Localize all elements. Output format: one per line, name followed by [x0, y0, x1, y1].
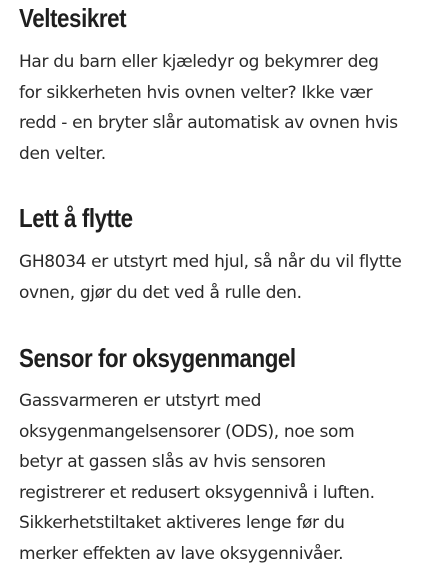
feature-description: Gassvarmeren er utstyrt med oksygenmangelsensorer (ODS), noe som betyr at gassen slås av hvis sensoren registrerer et redusert oksygennivå i luften. Sikkerhetstiltaket aktiveres lenge før du merker effekten av lave oksygennivåer.	[19, 391, 375, 564]
feature-section-easy-to-move	[19, 203, 429, 308]
feature-section-oxygen-sensor	[19, 343, 429, 569]
feature-heading: Lett å flytte	[19, 203, 133, 233]
feature-section-tip-over-safety	[19, 3, 429, 169]
feature-description: Har du barn eller kjæledyr og bekymrer deg for sikkerheten hvis ovnen velter? Ikke vær redd - en bryter slår automatisk av ovnen hvis den velter.	[19, 52, 398, 164]
feature-heading: Sensor for oksygenmangel	[19, 343, 296, 373]
feature-heading: Veltesikret	[19, 3, 127, 33]
feature-description: GH8034 er utstyrt med hjul, så når du vil flytte ovnen, gjør du det ved å rulle den.	[19, 252, 402, 303]
